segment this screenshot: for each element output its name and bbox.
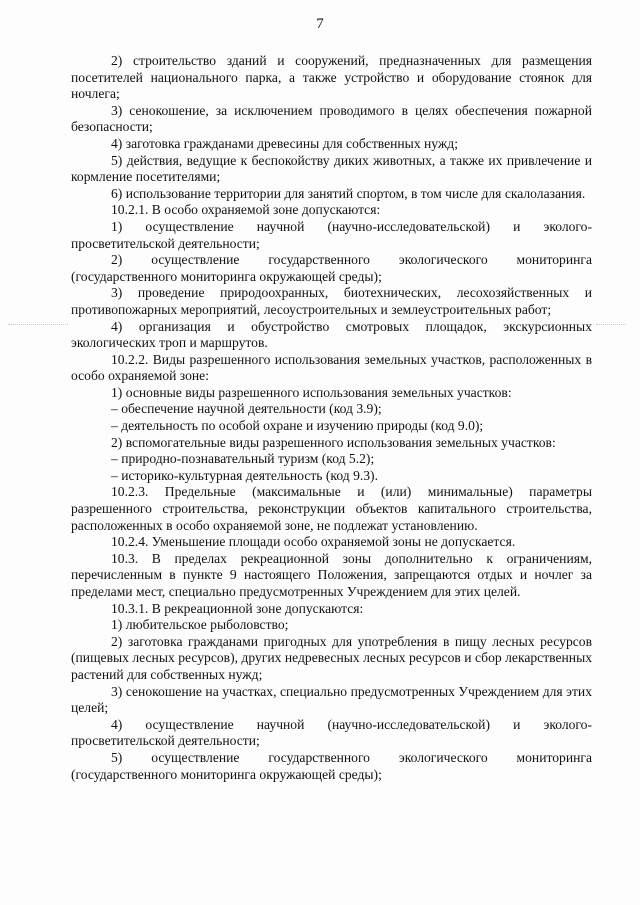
paragraph: – историко-культурная деятельность (код 9.3). xyxy=(111,467,378,483)
paragraph: 1) осуществление научной (научно-исследовательской) и эколого-просветительской деятельности; xyxy=(71,218,592,251)
paragraph: 3) сенокошение на участках, специально предусмотренных Учреждением для этих целей; xyxy=(71,683,592,716)
paragraph: 1) любительское рыболовство; xyxy=(111,617,289,633)
paragraph: 2) строительство зданий и сооружений, предназначенных для размещения посетителей национального парка, а также устройство и оборудование стоянок для ночлега; xyxy=(71,53,592,102)
paragraph: 2) вспомогательные виды разрешенного использования земельных участков: xyxy=(111,434,556,450)
paragraph: 5) осуществление государственного экологического мониторинга (государственного мониторинга окружающей среды); xyxy=(71,749,592,782)
paragraph: – обеспечение научной деятельности (код 3.9); xyxy=(111,401,382,417)
paragraph: 10.2.3. Предельные (максимальные и (или) минимальные) параметры разрешенного строительства, реконструкции объектов капитального строительства, расположенных в особо охраняемой зоне, не подлежат установлению. xyxy=(71,484,592,533)
paragraph: 10.3. В пределах рекреационной зоны дополнительно к ограничениям, перечисленным в пункте 9 настоящего Положения, запрещаются отдых и ночлег за пределами мест, специально предусмотренных Учреждением для этих целей. xyxy=(71,550,592,599)
document-body xyxy=(71,53,592,783)
paragraph: – природно-познавательный туризм (код 5.2); xyxy=(111,451,375,467)
paragraph: 10.2.4. Уменьшение площади особо охраняемой зоны не допускается. xyxy=(111,534,516,550)
paragraph: 4) осуществление научной (научно-исследовательской) и эколого-просветительской деятельности; xyxy=(71,716,592,749)
paragraph: 4) заготовка гражданами древесины для собственных нужд; xyxy=(111,135,458,151)
page-number: 7 xyxy=(316,16,324,32)
scan-artifact-right xyxy=(596,324,626,329)
paragraph: 10.2.1. В особо охраняемой зоне допускаются: xyxy=(111,202,381,218)
paragraph: 5) действия, ведущие к беспокойству диких животных, а также их привлечение и кормление посетителями; xyxy=(71,152,592,185)
paragraph: – деятельность по особой охране и изучению природы (код 9.0); xyxy=(111,418,484,434)
paragraph: 3) сенокошение, за исключением проводимого в целях обеспечения пожарной безопасности; xyxy=(71,102,592,135)
paragraph: 1) основные виды разрешенного использования земельных участков: xyxy=(111,384,512,400)
paragraph: 2) осуществление государственного экологического мониторинга (государственного мониторинга окружающей среды); xyxy=(71,252,592,284)
scan-artifact-left xyxy=(8,324,68,329)
paragraph: 10.3.1. В рекреационной зоне допускаются: xyxy=(111,600,364,616)
paragraph: 6) использование территории для занятий спортом, в том числе для скалолазания. xyxy=(111,185,586,201)
paragraph: 10.2.2. Виды разрешенного использования земельных участков, расположенных в особо охраняемой зоне: xyxy=(71,351,592,384)
paragraph: 3) проведение природоохранных, биотехнических, лесохозяйственных и противопожарных мероприятий, лесоустроительных и землеустроительных работ; xyxy=(71,285,592,317)
paragraph: 4) организация и обустройство смотровых площадок, экскурсионных экологических троп и маршрутов. xyxy=(71,318,592,351)
paragraph: 2) заготовка гражданами пригодных для употребления в пищу лесных ресурсов (пищевых лесных ресурсов), других недревесных лесных ресурсов и сбор лекарственных растений для собственных нужд; xyxy=(71,633,592,682)
